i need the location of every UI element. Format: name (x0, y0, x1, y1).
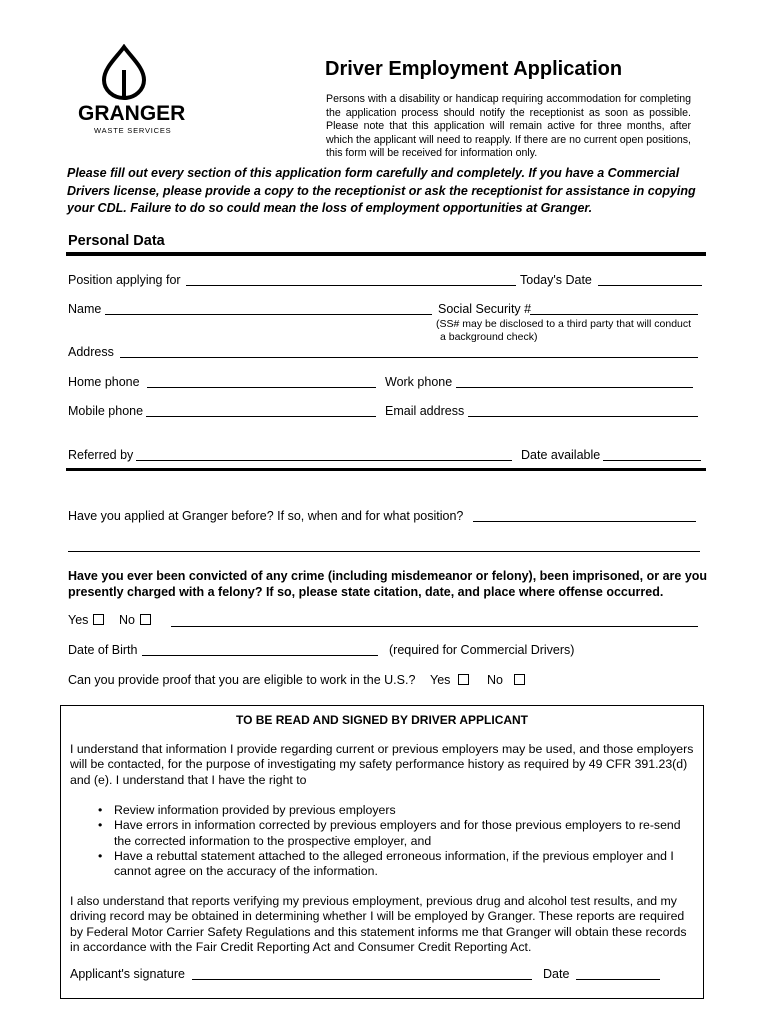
conviction-yes-checkbox[interactable] (93, 614, 104, 625)
eligible-no-option[interactable] (487, 673, 525, 687)
dob-label: Date of Birth (68, 643, 138, 657)
mobile-phone-field[interactable] (146, 416, 376, 417)
signature-label: Applicant's signature (70, 967, 185, 981)
date-available-label: Date available (521, 448, 601, 462)
position-field[interactable] (186, 285, 516, 286)
address-field[interactable] (120, 357, 698, 358)
leaf-drop-icon (76, 44, 176, 100)
position-label: Position applying for (68, 273, 181, 287)
mobile-phone-label: Mobile phone (68, 404, 144, 418)
accommodation-note: Persons with a disability or handicap requiring accommodation for completing the application process should notify the receptionist as soon as possible. Please note that this application will remain active for three months, after which the applicant will need to reapply. If there are no current open positions, this form will be received for information only. (326, 93, 691, 160)
yes-label: Yes (430, 673, 451, 687)
logo-wordmark: GRANGER (78, 102, 186, 125)
applied-before-question: Have you applied at Granger before? If so, when and for what position? (68, 509, 464, 523)
name-label: Name (68, 302, 102, 316)
email-field[interactable] (468, 416, 698, 417)
signature-date-field[interactable] (576, 979, 660, 980)
referred-by-label: Referred by (68, 448, 134, 462)
section-divider (66, 468, 706, 471)
applied-before-field-2[interactable] (68, 551, 700, 552)
rights-list-item: • Have a rebuttal statement attached to the alleged erroneous information, if the previous employer and I cannot agree on the accuracy of the information. (70, 849, 698, 880)
logo-subtitle: WASTE SERVICES (94, 126, 172, 135)
ssn-disclosure-note-2: a background check) (440, 331, 538, 343)
disclosure-heading: TO BE READ AND SIGNED BY DRIVER APPLICANT (235, 713, 529, 727)
section-heading-personal-data: Personal Data (68, 233, 165, 249)
referred-by-field[interactable] (136, 460, 512, 461)
date-available-field[interactable] (603, 460, 701, 461)
conviction-no-option[interactable] (119, 613, 151, 627)
name-field[interactable] (105, 314, 432, 315)
signature-field[interactable] (192, 979, 532, 980)
instructions-notice: Please fill out every section of this application form carefully and completely. If you have a Commercial Drivers license, please provide a copy to the receptionist or ask the receptionist for assistance in copying your CDL. Failure to do so could mean the loss of employment opportunities at Granger. (67, 166, 696, 215)
conviction-yes-option[interactable] (68, 613, 104, 627)
eligible-yes-checkbox[interactable] (458, 674, 469, 685)
eligible-no-checkbox[interactable] (514, 674, 525, 685)
yes-label: Yes (68, 613, 89, 627)
conviction-no-checkbox[interactable] (140, 614, 151, 625)
granger-logo (76, 44, 186, 139)
ssn-disclosure-note-1: (SS# may be disclosed to a third party that will conduct (436, 318, 692, 330)
driver-disclosure-box (60, 705, 704, 999)
page-title: Driver Employment Application (325, 58, 623, 80)
no-label: No (487, 673, 503, 687)
rights-list (70, 803, 698, 879)
rights-list-item: • Have errors in information corrected by previous employers and for those previous employers to re-send the corrected information to the prospective employer, and (70, 818, 698, 849)
address-label: Address (68, 345, 114, 359)
conviction-question: Have you ever been convicted of any crime (including misdemeanor or felony), been imprisoned, or are you presently charged with a felony? If so, please state citation, date, and place where offense occurred. (68, 569, 708, 599)
dob-field[interactable] (142, 655, 378, 656)
home-phone-field[interactable] (147, 387, 376, 388)
todays-date-field[interactable] (598, 285, 702, 286)
disclosure-paragraph-2: I also understand that reports verifying my previous employment, previous drug and alcohol test results, and my driving record may be obtained in determining whether I will be employed by Granger. These reports are required by Federal Motor Carrier Safety Regulations and this statement informs me that Granger will obtain these records in accordance with the Fair Credit Reporting Act and Consumer Credit Reporting Act. (70, 894, 687, 954)
ssn-label: Social Security # (438, 302, 532, 316)
dob-note: (required for Commercial Drivers) (389, 643, 575, 657)
disclosure-paragraph-1: I understand that information I provide regarding current or previous employers may be used, and those employers will be contacted, for the purpose of investigating my safety performance history as required by 49 CFR 391.23(d) and (e). I understand that I have the right to (70, 742, 694, 787)
eligibility-question: Can you provide proof that you are eligible to work in the U.S.? (68, 673, 416, 687)
work-phone-field[interactable] (456, 387, 693, 388)
no-label: No (119, 613, 135, 627)
conviction-details-field[interactable] (171, 626, 698, 627)
email-label: Email address (385, 404, 465, 418)
home-phone-label: Home phone (68, 375, 140, 389)
applied-before-field[interactable] (473, 521, 696, 522)
work-phone-label: Work phone (385, 375, 453, 389)
eligible-yes-option[interactable] (430, 673, 469, 687)
todays-date-label: Today's Date (520, 273, 592, 287)
signature-date-label: Date (543, 967, 570, 981)
ssn-field[interactable] (530, 314, 698, 315)
rights-list-item: • Review information provided by previous employers (70, 803, 698, 818)
section-divider (66, 252, 706, 256)
